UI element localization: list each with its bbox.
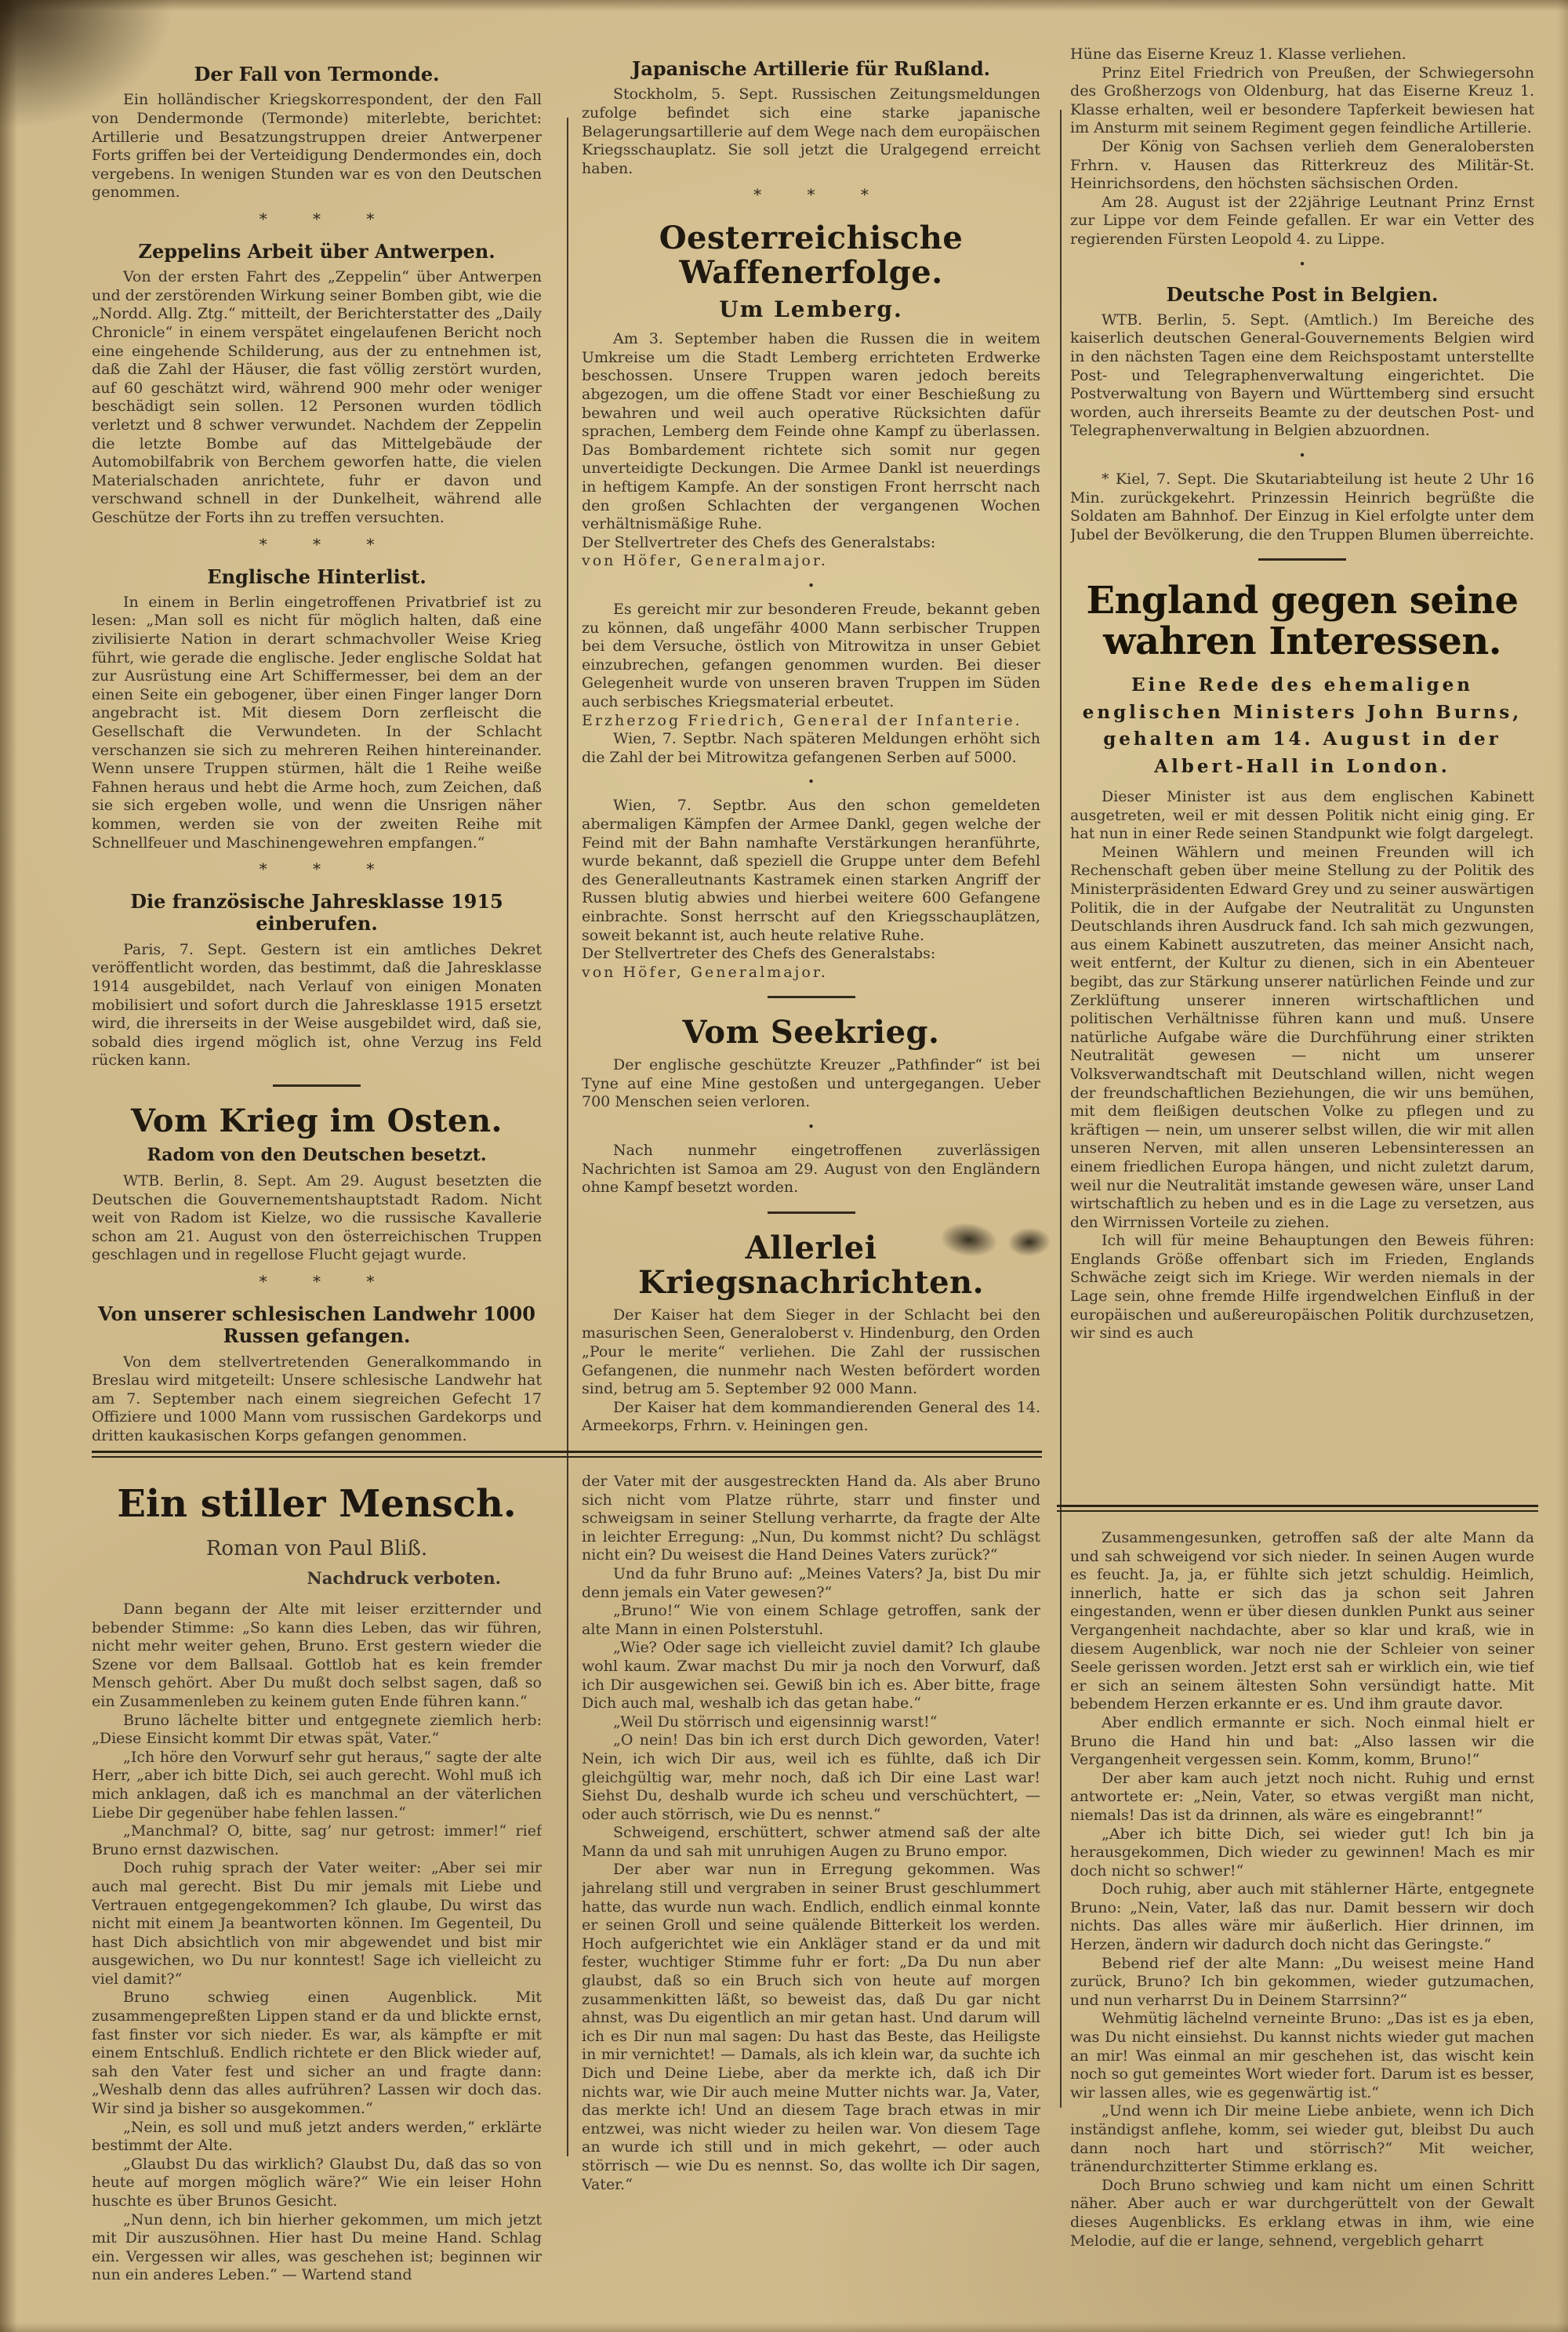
novel-paragraph: Aber endlich ermannte er sich. Noch einmal hielt er Bruno die Hand hin und bat: „Also lassen wir die Vergangenheit vergessen sein. Komm, komm, Bruno!“	[1070, 1713, 1534, 1769]
article-heading-hinterlist: Englische Hinterlist.	[207, 565, 426, 588]
star-separator: * * *	[753, 185, 889, 205]
section-rule	[273, 1084, 361, 1087]
novel-paragraph: Der aber war nun in Erregung gekommen. Was jahrelang still und vergraben in seiner Brust geschlummert hatte, das wurde nun wach. Endlich, endlich einmal konnte er seinen Groll und seine quälende Bitterkeit los werden. Hoch aufgerichtet wie ein Ankläger stand er da und mit fester, wuchtiger Stimme fuhr er fort: „Da Du nun aber glaubst, daß so ein Bruch sich von heute auf morgen zusammenkitten läßt, so beweist das, daß Du gar nicht ahnst, was Du eigentlich an mir getan hast. Und darum will ich es Dir nun mal sagen: Du hast das Beste, das Heiligste in mir vernichtet! — Damals, als ich klein war, da suchte ich Dich und Deine Liebe, aber da merkte ich, daß ich Dir nichts war, wie Dir auch meine Mutter nichts war. Ja, Vater, das merkte ich! Und an diesem Tage brach etwas in mir entzwei, was nicht wieder zu heilen war. Von diesem Tage an wurde ich still und in mich gekehrt, — oder auch störrisch — wie Du es nennst. So, das wollte ich Dir sagen, Vater.“	[582, 1861, 1040, 2193]
novel-paragraph: „Ich höre den Vorwurf sehr gut heraus,“ sagte der alte Herr, „aber ich bitte Dich, sei auch gerecht. Wohl muß ich mich anklagen, daß ich es manchmal an der väterlichen Liebe Dir gegenüber habe fehlen lassen.“	[92, 1748, 542, 1822]
signature-name: von Höfer, Generalmajor.	[582, 552, 828, 570]
star-separator: * * *	[259, 209, 395, 228]
signature-name: Erzherzog Friedrich, General der Infanterie.	[582, 711, 1022, 729]
novel-paragraph: „Nun denn, ich bin hierher gekommen, um mich jetzt mit Dir auszusöhnen. Hier hast Du meine Hand. Schlag ein. Vergessen wir alles, was geschehen ist; beginnen wir nun ein anderes Leben.“ — Wartend stand	[92, 2210, 542, 2284]
article-paragraph: Am 3. September haben die Russen die in weitem Umkreise um die Stadt Lemberg errichteten Erdwerke beschossen. Unsere Truppen waren jedoch bereits abgezogen, um die offene Stadt vor einer Beschießung zu bewahren und weil auch operative Rücksichten dafür sprachen, Lemberg dem Feinde ohne Kampf zu überlassen. Das Bombardement richtete sich somit nur gegen unverteidigte Deckungen. Die Armee Dankl ist neuerdings in heftigem Kampfe. An der sonstigen Front herrscht nach den großen Schlachten der vergangenen Wochen verhältnismäßige Ruhe.	[582, 330, 1040, 533]
article-paragraph: Dieser Minister ist aus dem englischen Kabinett ausgetreten, weil er mit dessen Politik nicht einig ging. Er hat nun in einer Rede seinen Standpunkt wie folgt dargelegt.	[1070, 788, 1534, 843]
article-heading-deutsche-post: Deutsche Post in Belgien.	[1166, 282, 1439, 306]
article-heading-zeppelin: Zeppelins Arbeit über Antwerpen.	[138, 239, 495, 263]
section-rule	[768, 996, 855, 998]
novel-paragraph: Dann begann der Alte mit leiser erzitternder und bebender Stimme: „So kann dies Leben, das wir führen, nicht mehr weiter gehen, Bruno. Erst gestern wieder die Szene vor dem Ballsaal. Gottlob hat es kein fremder Mensch gehört. Aber Du mußt doch selbst sagen, daß so ein Zusammenleben zu keinem guten Ende führen kann.“	[92, 1600, 542, 1710]
article-paragraph: Von dem stellvertretenden Generalkommando in Breslau wird mitgeteilt: Unsere schlesische Landwehr hat am 7. September nach einem siegreichen Gefecht 17 Offiziere und 1000 Mann vom russischen Gardekorps und dritten kaukasischen Korps gefangen genommen.	[92, 1353, 542, 1444]
section-rule	[1258, 558, 1346, 561]
subheading-um-lemberg: Um Lemberg.	[719, 296, 903, 323]
article-paragraph: Prinz Eitel Friedrich von Preußen, der Schwiegersohn des Großherzogs von Oldenburg, hat das Eiserne Kreuz 1. Klasse erhalten, weil er besondere Tapferkeit bewiesen hat im Ansturm mit seinem Regiment gegen feindliche Artillerie.	[1070, 64, 1534, 137]
star-separator: * * *	[259, 859, 395, 879]
article-heading-termonde: Der Fall von Termonde.	[194, 63, 440, 85]
dot-separator: •	[808, 579, 815, 593]
article-paragraph: Der englische geschützte Kreuzer „Pathfinder“ ist bei Tyne auf eine Mine gestoßen und untergegangen. Ueber 700 Menschen seien verloren.	[582, 1056, 1040, 1111]
novel-paragraph-continuation: der Vater mit der ausgestreckten Hand da. Als aber Bruno sich nicht vom Platze rührte, starr und finster und schweigsam in seiner Stellung verharrte, da fragte der Alte in leichter Erregung: „Nun, Du kommst nicht? Du schlägst nicht ein? Du weisest die Hand Deines Vaters zurück?“	[582, 1473, 1040, 1564]
novel-paragraph: „Glaubst Du das wirklich? Glaubst Du, daß das so von heute auf morgen möglich wäre?“ Wie ein leiser Hohn huschte es über Brunos Gesicht.	[92, 2155, 542, 2210]
article-paragraph: * Kiel, 7. Sept. Die Skutariabteilung ist heute 2 Uhr 16 Min. zurückgekehrt. Prinzessin Heinrich begrüßte die Soldaten am Bahnhof. Der Einzug in Kiel erfolgte unter dem Jubel der Bevölkerung, die den Truppen Blumen überreichte.	[1070, 470, 1534, 543]
feuilleton-column-1	[92, 1471, 542, 2319]
novel-paragraph: Wehmütig lächelnd verneinte Bruno: „Das ist es ja eben, was Du nicht einsiehst. Du kannst nichts wieder gut machen an mir! Was einmal an mir geschehen ist, das wischt kein noch so gut gemeintes Wort wieder fort. Darum ist es besser, wir lassen alles, wie es gegenwärtig ist.“	[1070, 2010, 1534, 2101]
article-paragraph: Ein holländischer Kriegskorrespondent, der den Fall von Dendermonde (Termonde) miterlebte, berichtet: Artillerie und Besatzungstruppen dreier Antwerpener Forts griffen bei der Verteidigung Dendermondes ein, doch vergebens. In wenigen Stunden war es von den Deutschen genommen.	[92, 91, 542, 202]
column-divider-left	[567, 118, 568, 2156]
novel-paragraph: „Aber ich bitte Dich, sei wieder gut! Ich bin ja herausgekommen, Dich wieder zu gewinnen! Mach es mir doch nicht so schwer!“	[1070, 1825, 1534, 1880]
article-paragraph: In einem in Berlin eingetroffenen Privatbrief ist zu lesen: „Man soll es nicht für möglich halten, daß eine zivilisierte Nation in derart schmachvoller Weise Krieg führt, wie gerade die englische. Jeder englische Soldat hat zur Ausrüstung eine Art Schiffermesser, bei dem an der einen Seite ein gebogener, über einen Finger langer Dorn angebracht ist. Mit diesem Dorn zerfleischt die Gesellschaft die Verwundeten. In der Schlacht verschanzen sie sich zu mehreren Reihen hintereinander. Wenn unsere Truppen stürmen, hält die 1 Reihe weiße Fahnen heraus und hebt die Arme hoch, zum Zeichen, daß sie sich ergeben wolle, und wenn die Unsrigen näher kommen, werden sie von der zweiten Reihe mit Schnellfeuer und Maschinengewehren empfangen.“	[92, 593, 542, 852]
reprint-notice: Nachdruck verboten.	[307, 1568, 501, 1588]
section-rule	[768, 1211, 855, 1214]
article-paragraph: Paris, 7. Sept. Gestern ist ein amtliches Dekret veröffentlicht worden, das bestimmt, daß die Jahresklasse 1914 ausgebildet, nach Verlauf von einigen Monaten mobilisiert und sofort durch die Jahresklasse 1915 ersetzt wird, die ihrerseits in der Weise ausgebildet wird, daß sie, sobald dies irgend möglich ist, ohne Verzug ins Feld rücken kann.	[92, 940, 542, 1070]
novel-paragraph: „O nein! Das bin ich erst durch Dich geworden, Vater! Nein, ich wich Dir aus, weil ich es fühlte, daß ich Dir gleichgültig war, mehr noch, daß ich Dir eine Last war! Siehst Du, deshalb wurde ich scheu und verschüchtert, — oder auch störrisch, wie Du es nennst.“	[582, 1731, 1040, 1823]
article-heading-jahresklasse: Die französische Jahresklasse 1915 einberufen.	[130, 890, 503, 935]
novel-paragraph: Bebend rief der alte Mann: „Du weisest meine Hand zurück, Bruno? Ich bin gekommen, wieder gutzumachen, und nun verharrst Du in Deinem Starrsinn?“	[1070, 1954, 1534, 2009]
article-paragraph: Von der ersten Fahrt des „Zeppelin“ über Antwerpen und der zerstörenden Wirkung seiner Bomben gibt, wie die „Nordd. Allg. Ztg.“ mitteilt, der Berichterstatter des „Daily Chronicle“ in einem verspätet eingelaufenen Bericht noch eine eingehende Schilderung, aus der zu entnehmen ist, daß die Zahl der Häuser, die fast völlig zerstört wurden, auf 60 geschätzt wird, während 900 mehr oder weniger beschädigt sein sollen. 12 Personen wurden tödlich verletzt und 8 schwer verwundet. Nachdem der Zeppelin die letzte Bombe auf das Mittelgebäude der Automobilfabrik von Berchem geworfen hatte, die vielen Materialschaden anrichtete, fuhr er davon und verschwand schnell in der Dunkelheit, während alle Geschütze der Forts ihn zu treffen versuchten.	[92, 268, 542, 526]
article-paragraph: Der König von Sachsen verlieh dem Generalobersten Frhrn. v. Hausen das Ritterkreuz des Militär-St. Heinrichsordens, den höchsten sächsischen Orden.	[1070, 137, 1534, 193]
article-paragraph: WTB. Berlin, 8. Sept. Am 29. August besetzten die Deutschen die Gouvernementshauptstadt Radom. Nicht weit von Radom ist Kielze, wo die russische Kavallerie schon am 21. August von den österreichischen Truppen geschlagen und in regellose Flucht gejagt wurde.	[92, 1171, 542, 1264]
novel-paragraph: Doch Bruno schwieg und kam nicht um einen Schritt näher. Aber auch er war durchgerüttelt von der Gewalt dieses Augenblicks. Es erklang etwas in ihm, wie eine Melodie, auf die er lange, sehnend, vergeblich geharrt	[1070, 2176, 1534, 2250]
dot-separator: •	[808, 1120, 815, 1135]
section-heading-krieg-im-osten: Vom Krieg im Osten.	[131, 1102, 503, 1139]
signature-role: Der Stellvertreter des Chefs des Generalstabs:	[582, 533, 936, 551]
article-heading-japanische-artillerie: Japanische Artillerie für Rußland.	[631, 57, 991, 80]
section-heading-kriegsnachrichten: Allerlei Kriegsnachrichten.	[637, 1229, 985, 1301]
novel-byline: Roman von Paul Bliß.	[205, 1537, 428, 1560]
signature-name: von Höfer, Generalmajor.	[582, 963, 828, 981]
article-paragraph: Der Kaiser hat dem kommandierenden General des 14. Armeekorps, Frhrn. v. Heiningen gen.	[582, 1398, 1040, 1435]
novel-paragraph: „Manchmal? O, bitte, sag’ nur getrost: immer!“ rief Bruno ernst dazwischen.	[92, 1822, 542, 1858]
article-paragraph: Wien, 7. Septbr. Aus den schon gemeldeten abermaligen Kämpfen der Armee Dankl, gegen welche der Feind mit der Bahn namhafte Verstärkungen heranführte, wurde bekannt, daß speziell die Gruppe unter dem Befehl des Generalleutnants Kastramek einen starken Angriff der Russen blutig abwies und hierbei weitere 600 Gefangene einbrachte. Sonst herrscht auf den Kriegsschauplätzen, soweit bekannt ist, auch heute relative Ruhe.	[582, 797, 1040, 944]
star-separator: * * *	[259, 534, 395, 554]
signature-role: Der Stellvertreter des Chefs des Generalstabs:	[582, 945, 936, 963]
feuilleton-column-3	[1070, 1529, 1534, 2319]
section-heading-seekrieg: Vom Seekrieg.	[682, 1014, 940, 1052]
news-column-1	[92, 51, 542, 1451]
novel-paragraph: Schweigend, erschüttert, schwer atmend saß der alte Mann da und sah mit unruhigen Augen zu Bruno empor.	[582, 1824, 1040, 1860]
novel-title: Ein stiller Mensch.	[117, 1482, 517, 1526]
column-divider-right	[1060, 110, 1062, 2108]
article-paragraph: Nach nunmehr eingetroffenen zuverlässigen Nachrichten ist Samoa am 29. August von den Engländern ohne Kampf besetzt worden.	[582, 1142, 1040, 1197]
novel-paragraph: „Wie? Oder sage ich vielleicht zuviel damit? Ich glaube wohl kaum. Zwar machst Du mir ja noch den Vorwurf, daß ich Dir ausgewichen sei. Gewiß bin ich es. Aber bitte, frage Dich auch mal, weshalb ich das getan habe.“	[582, 1639, 1040, 1713]
article-paragraph: Der Kaiser hat dem Sieger in der Schlacht bei den masurischen Seen, Generaloberst v. Hindenburg, den Orden „Pour le merite“ verliehen. Die Zahl der russischen Gefangenen, die nunmehr nach Westen befördert worden sind, betrug am 5. September 92 000 Mann.	[582, 1306, 1040, 1398]
dot-separator: •	[808, 775, 815, 790]
novel-paragraph: Bruno lächelte bitter und entgegnete ziemlich herb: „Diese Einsicht kommt Dir etwas spät, Vater.“	[92, 1711, 542, 1748]
subheading-john-burns-speech: Eine Rede des ehemaligen englischen Ministers John Burns, gehalten am 14. August in der Albert-Hall in London.	[1082, 674, 1523, 777]
article-paragraph: Wien, 7. Septbr. Nach späteren Meldungen erhöht sich die Zahl der bei Mitrowitza gefangenen Serben auf 5000.	[582, 730, 1040, 766]
article-paragraph: Stockholm, 5. Sept. Russischen Zeitungsmeldungen zufolge befindet sich eine starke japanische Belagerungsartillerie auf dem Wege nach dem europäischen Kriegsschauplatz. Sie soll jetzt die Uralgegend erreicht haben.	[582, 85, 1040, 177]
article-heading-landwehr: Von unserer schlesischen Landwehr 1000 Russen gefangen.	[98, 1302, 535, 1348]
news-column-2	[582, 45, 1040, 1451]
dot-separator: •	[1298, 449, 1306, 463]
novel-paragraph: „Nein, es soll und muß jetzt anders werden,“ erklärte bestimmt der Alte.	[92, 2118, 542, 2155]
novel-paragraph: Zusammengesunken, getroffen saß der alte Mann da und sah schweigend vor sich nieder. In seinen Augen wurde es feucht. Ja, ja, er fühlte sich jetzt schuldig. Heimlich, innerlich, hatte er sich das ja schon seit Jahren eingestanden, wenn er über diesen dunklen Punkt aus seiner Vergangenheit nachdachte, aber so klar und kraß, wie in diesem Augenblick, war noch nie der Schleier von seiner Seele gerissen worden. Jetzt erst sah er wirklich ein, wie tief er sich an seinem ältesten Sohn versündigt hatte. Mit bebendem Herzen erkannte er es. Und ihm graute davor.	[1070, 1529, 1534, 1713]
novel-paragraph: Der aber kam auch jetzt noch nicht. Ruhig und ernst antwortete er: „Nein, Vater, so etwas vergißt man nicht, niemals! Das ist da drinnen, als wäre es eingebrannt!“	[1070, 1769, 1534, 1824]
article-paragraph: Ich will für meine Behauptungen den Beweis führen: Englands Größe offenbart sich im Frieden, Englands Schwäche zeigt sich im Kriege. Wir werden niemals in der Lage sein, ohne fremde Hilfe irgendwelchen Einfluß in der europäischen und außereuropäischen Politik durchzusetzen, wir sind es auch	[1070, 1232, 1534, 1342]
headline-england: England gegen seine wahren Interessen.	[1086, 579, 1519, 664]
star-separator: * * *	[259, 1271, 395, 1291]
novel-paragraph: Bruno schwieg einen Augenblick. Mit zusammengepreßten Lippen stand er da und blickte ernst, fast finster vor sich nieder. Es war, als kämpfte er mit einem Entschluß. Endlich richtete er den Blick wieder auf, sah den Vater fest und sicher an und fragte dann: „Weshalb denn das alles aufrühren? Lassen wir doch das. Wir sind ja bisher so ausgekommen.“	[92, 1989, 542, 2118]
feuilleton-rule-right	[1057, 1505, 1538, 1512]
novel-paragraph: Doch ruhig sprach der Vater weiter: „Aber sei mir auch mal gerecht. Bist Du mir jemals mit Liebe und Vertrauen entgegengekommen? Ich glaube, Du wirst das nicht mit einem Ja beantworten können. Im Gegenteil, Du hast Dich absichtlich von mir abgewendet und bist mir ausgewichen, wo Du nur konntest! Sage ich vielleicht zu viel damit?“	[92, 1859, 542, 1988]
dot-separator: •	[1298, 256, 1306, 271]
subheading-radom: Radom von den Deutschen besetzt.	[147, 1144, 487, 1165]
article-paragraph: Meinen Wählern und meinen Freunden will ich Rechenschaft geben über meine Stellung zu der Politik des Ministerpräsidenten Edward Grey und zu seiner auswärtigen Politik, die in der Aufgabe der Neutralität zu Ungunsten Deutschlands ihren Ausdruck fand. Ich sah mich gezwungen, aus einem Kabinett auszutreten, das meiner Ansicht nach, weit entfernt, der Kultur zu dienen, sich in ein Abenteuer begibt, das zur Stärkung unserer natürlichen Feinde und zur Zerklüftung unserer inneren wirtschaftlichen und politischen Verhältnisse führen kann und muß. Unsere natürliche Aufgabe wäre die Durchführung einer strikten Neutralität gewesen — nicht um unserer Volksverwandtschaft mit Deutschland willen, nicht wegen der freundschaftlichen Beziehungen, die wir uns bemühen, mit dem fleißigen deutschen Volke zu pflegen und zu kräftigen — nein, um unserer selbst willen, die wir mit allen unseren Nerven, mit allen unseren Lebensinteressen an einem friedlichen Europa hängen, und nicht zuletzt darum, weil nur die Neutralität imstande gewesen wäre, unser Land wirtschaftlich zu heben und es in die Lage zu versetzen, aus den Wirrnissen Vorteile zu ziehen.	[1070, 843, 1534, 1231]
article-paragraph: Es gereicht mir zur besonderen Freude, bekannt geben zu können, daß ungefähr 4000 Mann serbischer Truppen bei dem Versuche, östlich von Mitrowitza in unser Gebiet einzubrechen, gefangen genommen wurden. Bei dieser Gelegenheit wurde von unseren braven Truppen im Süden auch serbisches Kriegsmaterial erbeutet.	[582, 601, 1040, 710]
article-paragraph-continuation: Hüne das Eiserne Kreuz 1. Klasse verliehen.	[1070, 45, 1406, 63]
feuilleton-column-2	[582, 1473, 1040, 2319]
article-paragraph: Am 28. August ist der 22jährige Leutnant Prinz Ernst zur Lippe vor dem Feinde gefallen. Er war ein Vetter des regierenden Fürsten Leopold 4. zu Lippe.	[1070, 193, 1534, 248]
article-paragraph: WTB. Berlin, 5. Sept. (Amtlich.) Im Bereiche des kaiserlich deutschen General-Gouvernements Belgien wird in den nächsten Tagen eine dem Reichspostamt unterstellte Post- und Telegraphenverwaltung eingerichtet. Die Postverwaltung von Bayern und Württemberg sind ersucht worden, auch ihrerseits Beamte zu der deutschen Post- und Telegraphenverwaltung in Belgien abzuordnen.	[1070, 311, 1534, 440]
novel-paragraph: „Bruno!“ Wie von einem Schlage getroffen, sank der alte Mann in einen Polsterstuhl.	[582, 1602, 1040, 1638]
novel-paragraph: Und da fuhr Bruno auf: „Meines Vaters? Ja, bist Du mir denn jemals ein Vater gewesen?“	[582, 1564, 1040, 1601]
feuilleton-rule-left	[92, 1451, 1042, 1458]
novel-paragraph: Doch ruhig, aber auch mit stählerner Härte, entgegnete Bruno: „Nein, Vater, laß das nur. Damit bessern wir doch nichts. Das alles wäre mir äußerlich. Hier drinnen, im Herzen, ändern wir dadurch doch nicht das Geringste.“	[1070, 1880, 1534, 1954]
novel-paragraph: „Weil Du störrisch und eigensinnig warst!“	[613, 1713, 938, 1731]
section-heading-waffenerfolge: Oesterreichische Waffenerfolge.	[659, 220, 964, 292]
news-column-3	[1070, 45, 1534, 1504]
novel-paragraph: „Und wenn ich Dir meine Liebe anbiete, wenn ich Dich inständigst anflehe, komm, sei wieder gut, bleibst Du auch dann noch hart und störrisch?“ Mit weicher, tränendurchzitterter Stimme erklang es.	[1070, 2102, 1534, 2176]
